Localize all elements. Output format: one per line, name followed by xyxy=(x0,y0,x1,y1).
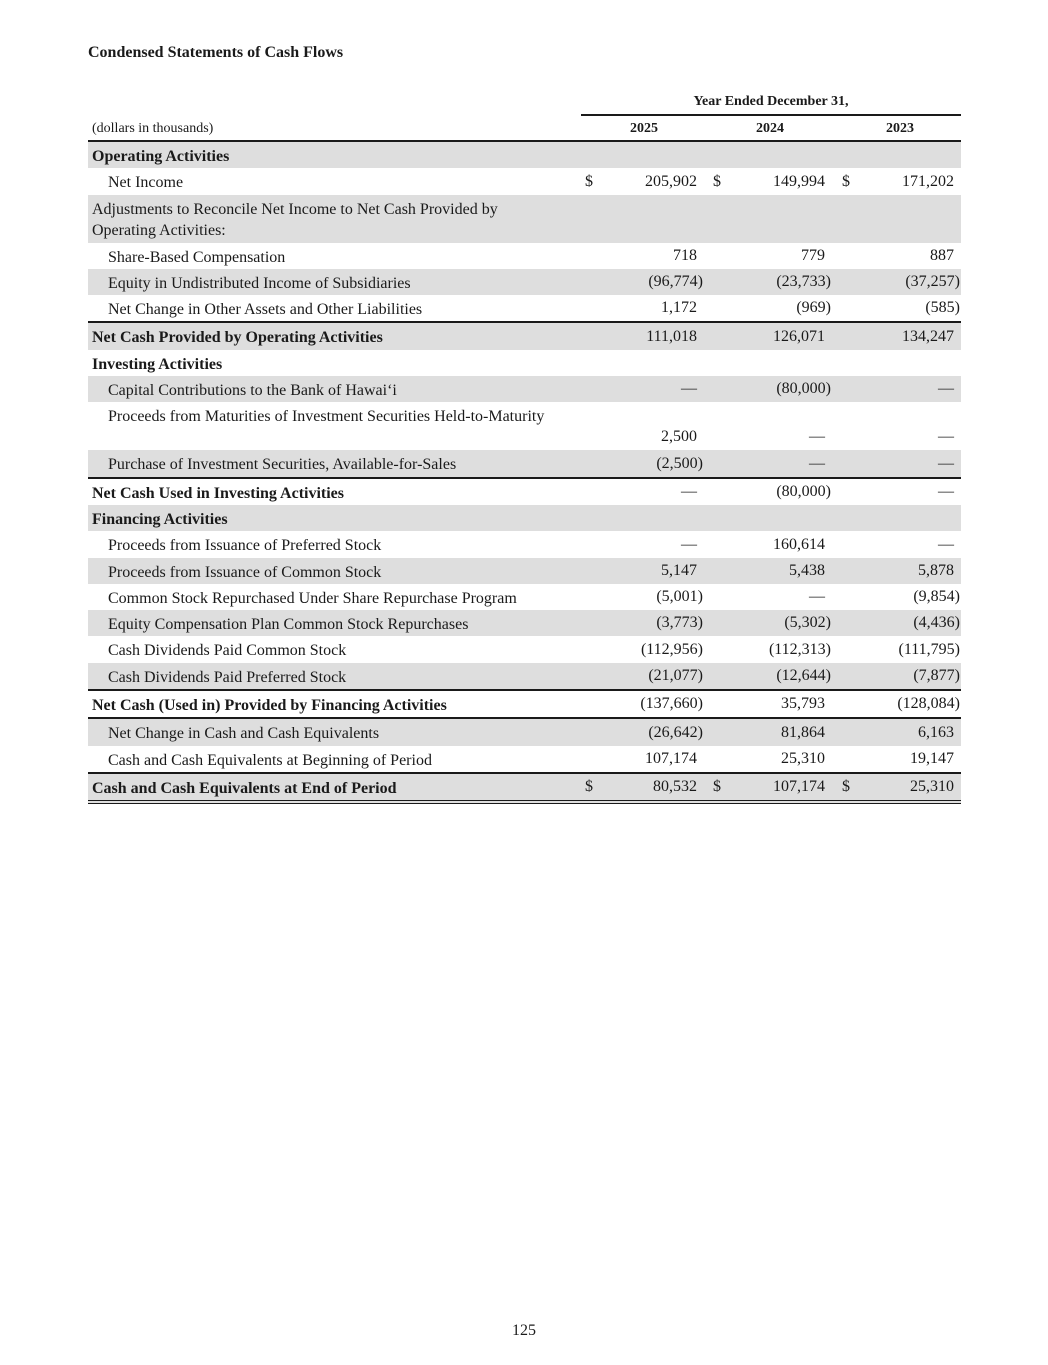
cell-value-2023: — xyxy=(938,535,954,553)
cell-value-2025: — xyxy=(681,535,697,553)
cell-value-2025: 1,172 xyxy=(661,299,697,317)
row-label: Cash and Cash Equivalents at Beginning of Period xyxy=(108,751,432,769)
row-label: Cash Dividends Paid Common Stock xyxy=(108,642,347,660)
row-label: Net Change in Other Assets and Other Liabilities xyxy=(108,301,423,319)
row-label: Net Cash (Used in) Provided by Financing Activities xyxy=(92,697,447,715)
cell-value-2023: (111,795) xyxy=(898,640,960,658)
row-label: Net Income xyxy=(108,174,184,192)
cell-value-2023: — xyxy=(938,454,954,472)
cell-value-2023: — xyxy=(938,380,954,398)
cell-value-2024: — xyxy=(809,454,825,472)
cell-value-2025: (3,773) xyxy=(656,614,703,632)
table-row xyxy=(88,477,961,505)
cell-value-2024: 779 xyxy=(801,246,825,264)
cell-value-2025: 718 xyxy=(673,246,697,264)
cell-value-2023: (585) xyxy=(925,299,960,317)
row-label: Operating Activities xyxy=(92,148,230,165)
year-header-2023: 2023 xyxy=(886,121,914,136)
cell-value-2023: (9,854) xyxy=(913,588,960,606)
period-label: Year Ended December 31, xyxy=(693,94,849,109)
cell-value-2024: 107,174 xyxy=(773,778,825,796)
row-label: Adjustments to Reconcile Net Income to Net Cash Provided by Operating Activities: xyxy=(92,200,498,239)
table-body xyxy=(88,142,961,804)
units-label: (dollars in thousands) xyxy=(92,121,214,136)
cell-value-2023: (7,877) xyxy=(913,667,960,685)
table-row xyxy=(88,195,961,243)
table-row xyxy=(88,269,961,295)
cell-value-2025: (5,001) xyxy=(656,588,703,606)
cell-value-2023: 134,247 xyxy=(902,327,954,345)
column-header-row xyxy=(88,116,961,142)
page-title: Condensed Statements of Cash Flows xyxy=(88,44,344,61)
row-label: Proceeds from Issuance of Common Stock xyxy=(108,563,382,581)
table-row xyxy=(88,558,961,584)
cell-value-2025: (96,774) xyxy=(648,273,703,291)
table-row xyxy=(88,772,961,804)
row-label: Common Stock Repurchased Under Share Repurchase Program xyxy=(108,589,517,607)
table-row xyxy=(88,584,961,610)
dollar-sign: $ xyxy=(713,172,721,190)
cell-value-2024: 81,864 xyxy=(781,723,825,741)
cell-value-2025: (112,956) xyxy=(640,640,703,658)
table-row xyxy=(88,689,961,717)
cell-value-2025: (21,077) xyxy=(648,667,703,685)
table-row xyxy=(88,321,961,349)
cell-value-2025: (137,660) xyxy=(640,695,703,713)
cell-value-2023: 25,310 xyxy=(910,778,954,796)
row-label: Equity in Undistributed Income of Subsidiaries xyxy=(108,274,411,292)
page-number: 125 xyxy=(512,1322,536,1339)
cell-value-2024: (969) xyxy=(796,299,831,317)
cell-value-2025: 2,500 xyxy=(661,428,697,446)
row-label: Purchase of Investment Securities, Available-for-Sales xyxy=(108,456,457,474)
row-label: Financing Activities xyxy=(92,510,228,528)
dollar-sign: $ xyxy=(585,778,593,796)
year-header-2024: 2024 xyxy=(756,121,784,136)
cell-value-2024: (80,000) xyxy=(776,380,831,398)
cell-value-2023: (128,084) xyxy=(897,695,960,713)
cell-value-2023: (4,436) xyxy=(913,614,960,632)
table-row xyxy=(88,746,961,772)
cell-value-2025: 5,147 xyxy=(661,561,697,579)
cell-value-2023: (37,257) xyxy=(905,273,960,291)
cell-value-2024: 149,994 xyxy=(773,172,825,190)
row-label: Investing Activities xyxy=(92,355,223,373)
cell-value-2023: 6,163 xyxy=(918,723,954,741)
cell-value-2025: — xyxy=(681,482,697,500)
table-row xyxy=(88,402,961,450)
cash-flow-table xyxy=(88,92,961,804)
table-row xyxy=(88,505,961,531)
table-row xyxy=(88,610,961,636)
cell-value-2024: — xyxy=(809,428,825,446)
dollar-sign: $ xyxy=(842,778,850,796)
cell-value-2025: 107,174 xyxy=(645,749,697,767)
table-row xyxy=(88,168,961,194)
table-row xyxy=(88,663,961,689)
cell-value-2024: 160,614 xyxy=(773,535,825,553)
table-row xyxy=(88,717,961,745)
cell-value-2024: (80,000) xyxy=(776,482,831,500)
cell-value-2025: — xyxy=(681,380,697,398)
cell-value-2024: 35,793 xyxy=(781,695,825,713)
table-row xyxy=(88,243,961,269)
row-label: Proceeds from Maturities of Investment Securities Held-to-Maturity xyxy=(108,408,545,426)
row-label: Net Change in Cash and Cash Equivalents xyxy=(108,725,380,743)
cell-value-2025: (26,642) xyxy=(648,723,703,741)
cell-value-2024: (23,733) xyxy=(776,273,831,291)
cell-value-2023: 171,202 xyxy=(902,172,954,190)
cell-value-2025: 80,532 xyxy=(653,778,697,796)
cell-value-2023: 19,147 xyxy=(910,749,954,767)
row-label: Equity Compensation Plan Common Stock Repurchases xyxy=(108,616,469,634)
table-row xyxy=(88,295,961,321)
table-row xyxy=(88,531,961,557)
table-row xyxy=(88,350,961,376)
period-header xyxy=(88,92,961,116)
table-row xyxy=(88,450,961,476)
dollar-sign: $ xyxy=(842,172,850,190)
row-label: Share-Based Compensation xyxy=(108,248,286,266)
cell-value-2024: 126,071 xyxy=(773,327,825,345)
row-label: Proceeds from Issuance of Preferred Stock xyxy=(108,537,382,555)
row-label: Net Cash Provided by Operating Activities xyxy=(92,329,383,347)
cell-value-2024: — xyxy=(809,588,825,606)
cell-value-2023: — xyxy=(938,482,954,500)
cell-value-2025: 205,902 xyxy=(645,172,697,190)
cell-value-2023: 5,878 xyxy=(918,561,954,579)
year-header-2025: 2025 xyxy=(630,121,658,136)
cell-value-2024: 5,438 xyxy=(789,561,825,579)
cell-value-2025: 111,018 xyxy=(646,327,697,345)
cell-value-2024: 25,310 xyxy=(781,749,825,767)
cell-value-2023: — xyxy=(938,428,954,446)
cell-value-2024: (112,313) xyxy=(768,640,831,658)
table-row xyxy=(88,142,961,168)
row-label: Net Cash Used in Investing Activities xyxy=(92,484,345,502)
cell-value-2023: 887 xyxy=(930,246,954,264)
row-label: Capital Contributions to the Bank of Hawai‘i xyxy=(108,382,397,400)
dollar-sign: $ xyxy=(713,778,721,796)
cell-value-2025: (2,500) xyxy=(656,454,703,472)
table-row xyxy=(88,376,961,402)
table-row xyxy=(88,636,961,662)
row-label: Cash Dividends Paid Preferred Stock xyxy=(108,668,347,686)
cell-value-2024: (12,644) xyxy=(776,667,831,685)
row-label: Cash and Cash Equivalents at End of Period xyxy=(92,779,397,797)
cell-value-2024: (5,302) xyxy=(784,614,831,632)
dollar-sign: $ xyxy=(585,172,593,190)
